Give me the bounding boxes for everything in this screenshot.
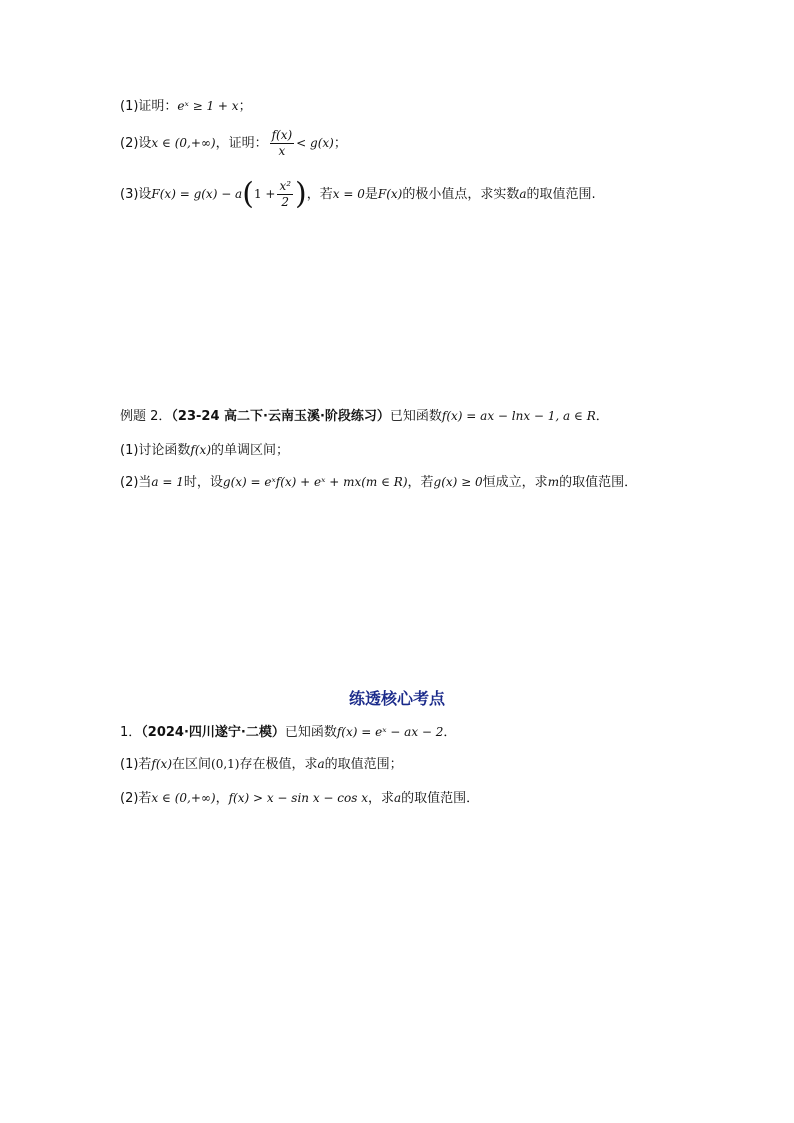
math-var: a [519,187,527,201]
fraction-numerator: f(x) [271,128,293,142]
text: ，证明： [215,136,268,151]
q-label: (2)当 [120,475,152,490]
math-expr: 1 + [253,187,276,201]
text: 已知函数 [389,409,442,424]
math-expr: f(x) [151,757,172,771]
punct: ； [333,136,347,151]
right-paren: ) [295,176,307,212]
punct: ， [215,791,229,806]
text: 的取值范围． [559,475,638,490]
math-expr: g(x) ≥ 0 [433,475,483,489]
text: 的取值范围. [526,187,596,202]
fraction [277,179,293,210]
math-expr: f(x) [190,443,211,457]
text: 的取值范围； [324,757,403,772]
math-expr: (0,1) [211,757,240,771]
exercise1-question-1 [120,754,403,775]
exercise-label: 1． [120,725,142,740]
example-label: 例题 2． [120,409,172,424]
ex1-question-2 [120,126,347,160]
text: 的极小值点，求实数 [402,187,520,202]
q-label: (1)讨论函数 [120,443,191,458]
math-expr: x = 0 [332,187,365,201]
section-title: 练透核心考点 [348,689,445,708]
left-paren: ( [242,176,254,212]
math-expr: x ∈ (0,+∞) [151,791,216,805]
math-expr: f(x) > x − sin x − cos x [228,791,368,805]
fraction-denominator: x [278,144,286,158]
math-expr: f(x) = eˣ − ax − 2 [336,725,444,739]
math-var: m [547,475,560,489]
punct: ． [595,409,609,424]
math-expr: f(x) = ax − lnx − 1, a ∈ R [441,409,596,423]
math-var: a [394,791,402,805]
q-label: (2)设 [120,136,152,151]
text: 已知函数 [284,725,337,740]
text: 存在极值，求 [239,757,318,772]
math-expr: < g(x) [296,136,334,150]
text: ，若 [306,187,333,202]
math-var: a [317,757,325,771]
punct: ； [238,99,252,114]
source-note: （2024·四川遂宁·二模） [141,725,285,740]
math-expr: a = 1 [151,475,184,489]
q-label: (2)若 [120,791,152,806]
fraction-denominator: 2 [281,195,290,209]
math-expr: F(x) = g(x) − a [151,187,243,201]
ex2-question-2 [120,472,637,493]
source-note: （23-24 高二下·云南玉溪·阶段练习） [171,409,390,424]
math-expr: F(x) [377,187,403,201]
exercise1-question-2 [120,788,479,809]
text: 恒成立，求 [482,475,548,490]
ex1-question-1 [120,96,252,117]
punct: ． [443,725,457,740]
exercise1-stem [120,722,456,743]
q-label: (3)设 [120,187,152,202]
ex1-question-3 [120,174,596,214]
text: 的单调区间； [211,443,290,458]
text: 的取值范围． [401,791,480,806]
fraction [270,128,295,159]
ex2-question-1 [120,440,289,461]
text: 在区间 [172,757,212,772]
q-label: (1)证明： [120,99,178,114]
fraction-numerator: x² [279,179,292,193]
text: 是 [364,187,378,202]
math-expr: eˣ ≥ 1 + x [177,99,239,113]
ex2-stem [120,406,609,427]
text: ，若 [407,475,434,490]
text: ，求 [367,791,394,806]
math-expr: g(x) = eˣf(x) + eˣ + mx(m ∈ R) [222,475,408,489]
text: 时，设 [183,475,223,490]
math-expr: x ∈ (0,+∞) [151,136,216,150]
q-label: (1)若 [120,757,152,772]
